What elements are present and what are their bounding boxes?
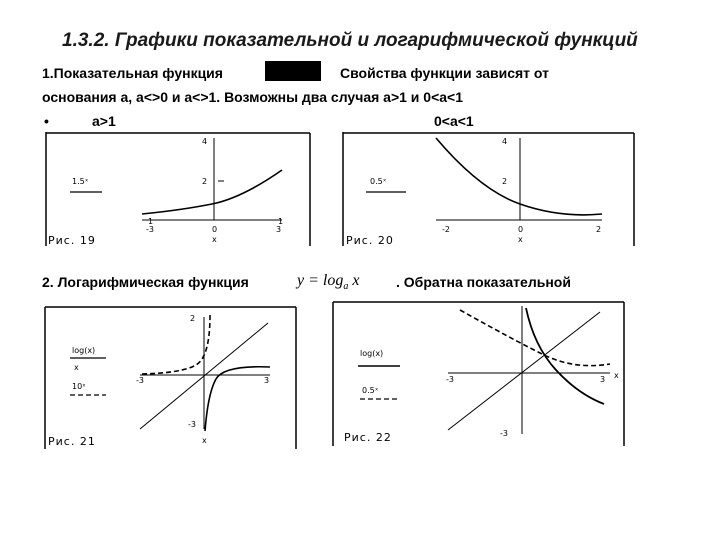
formula-base: a xyxy=(343,281,349,293)
x-tick-top-left: 1 xyxy=(148,217,154,226)
x-tick-0: 0 xyxy=(518,225,524,234)
section1-properties-text: Свойства функции зависят от xyxy=(340,65,549,81)
bullet: • xyxy=(44,113,49,129)
case-a-between-0-1: 0<a<1 xyxy=(434,113,474,129)
log-formula xyxy=(297,272,359,292)
page-title: 1.3.2. Графики показательной и логарифмической функций xyxy=(62,30,638,51)
x-tick-top-right: 1 xyxy=(278,217,284,226)
curve-1-5-pow-x xyxy=(142,170,282,214)
figure-21 xyxy=(42,303,298,449)
x-label: x xyxy=(614,371,619,380)
formula-redacted-box xyxy=(265,61,321,81)
figure-caption: Рис. 22 xyxy=(344,431,392,444)
legend-label: 1.5ˣ xyxy=(72,177,89,186)
legend-label: 0.5ˣ xyxy=(370,177,387,186)
curve-log-x xyxy=(205,367,270,431)
case-a-gt-1: a>1 xyxy=(92,113,116,129)
x-tick-neg3: -3 xyxy=(146,225,154,234)
legend-0-5x-label: 0.5ˣ xyxy=(362,386,379,395)
formula-y: y xyxy=(297,272,305,289)
figure-20 xyxy=(340,130,636,246)
x-tick-neg2: -2 xyxy=(442,225,450,234)
section2-inverse-text: . Обратна показательной xyxy=(396,274,571,290)
x-label: x xyxy=(518,235,523,244)
x-tick-3: 3 xyxy=(600,375,606,384)
curve-10-pow-x xyxy=(142,315,210,374)
y-tick-2: 2 xyxy=(502,177,508,186)
formula-x: x xyxy=(348,272,360,289)
figure-caption: Рис. 21 xyxy=(48,435,96,448)
y-tick-2: 2 xyxy=(190,314,196,323)
x-tick-3: 3 xyxy=(276,225,282,234)
x-tick-3: 3 xyxy=(264,376,270,385)
section1-heading: 1.Показательная функция xyxy=(42,65,223,81)
figure-22 xyxy=(330,298,626,446)
section1-cases-text: основания а, а<>0 и а<>1. Возможны два случая а>1 и 0<a<1 xyxy=(42,89,464,105)
curve-log-x xyxy=(526,308,604,404)
legend-10x-label: 10ˣ xyxy=(72,382,86,391)
formula-eq: = log xyxy=(304,272,344,289)
legend-log-label: log(x) xyxy=(72,346,96,355)
x-label: x xyxy=(202,436,207,445)
figure-caption: Рис. 20 xyxy=(346,234,394,246)
x-tick-0: 0 xyxy=(212,225,218,234)
legend-log-label: log(x) xyxy=(360,349,384,358)
y-tick-2: 2 xyxy=(202,177,208,186)
x-tick-neg3: -3 xyxy=(446,375,454,384)
y-tick-4: 4 xyxy=(502,137,508,146)
figure-19 xyxy=(42,130,312,246)
curve-0-5-pow-x xyxy=(436,138,602,215)
legend-log-sub: x xyxy=(74,363,79,372)
figure-caption: Рис. 19 xyxy=(48,234,96,246)
x-tick-neg3: -3 xyxy=(136,376,144,385)
y-tick-4: 4 xyxy=(202,137,208,146)
y-tick-neg3: -3 xyxy=(500,429,508,438)
y-tick-neg3: -3 xyxy=(188,420,196,429)
line-y-equals-x xyxy=(448,312,600,430)
section2-heading: 2. Логарифмическая функция xyxy=(42,274,249,290)
x-tick-2: 2 xyxy=(596,225,602,234)
x-label: x xyxy=(212,235,217,244)
